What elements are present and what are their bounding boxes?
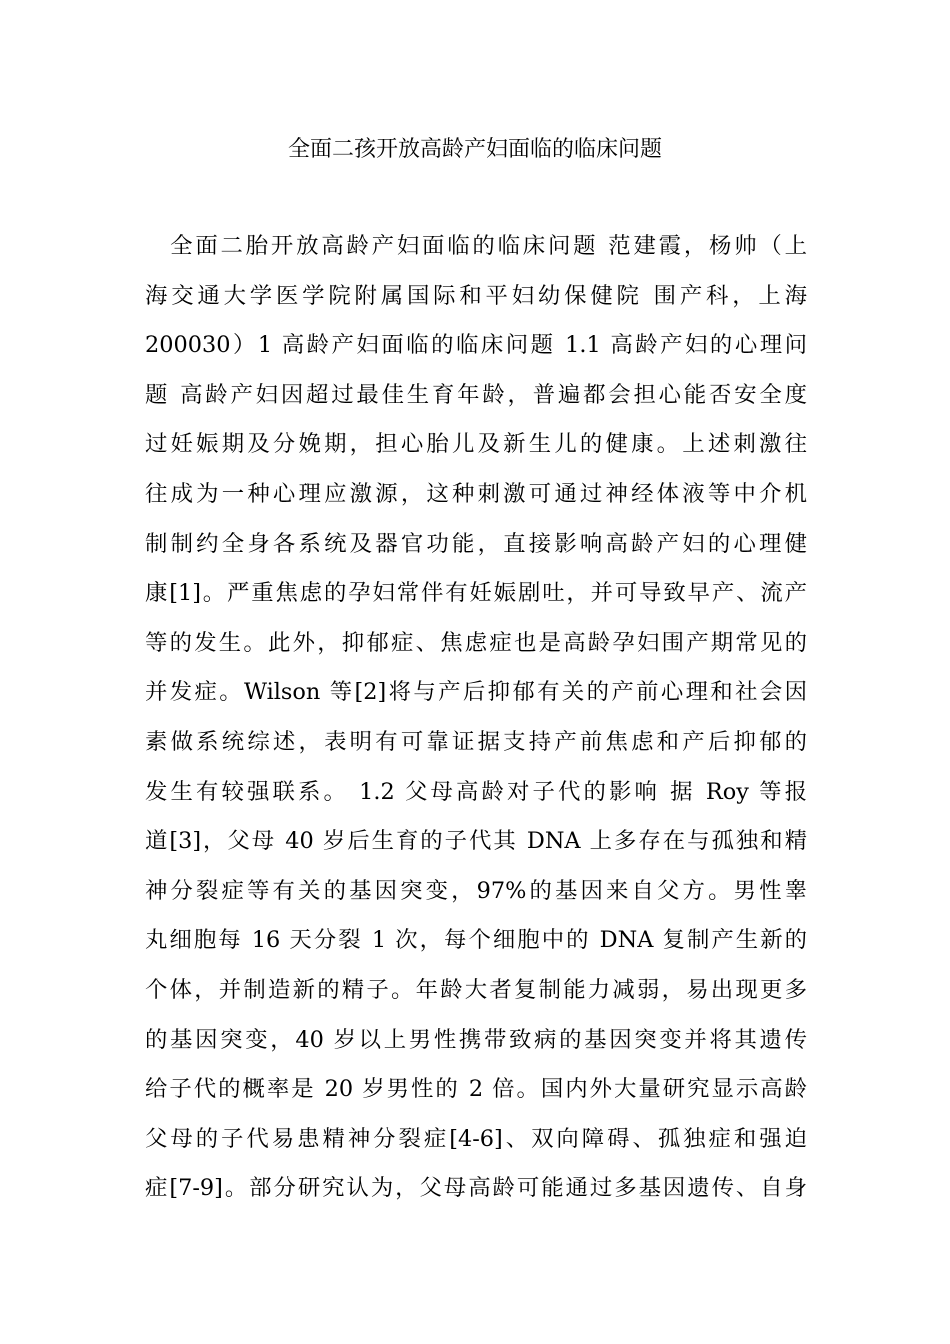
body-line: 并发症。Wilson 等[2]将与产后抑郁有关的产前心理和社会因 — [145, 679, 807, 706]
body-line: 的基因突变，40 岁以上男性携带致病的基因突变并将其遗传 — [145, 1026, 807, 1053]
body-line: 题 高龄产妇因超过最佳生育年龄，普遍都会担心能否安全度 — [145, 381, 807, 408]
body-line: 丸细胞每 16 天分裂 1 次，每个细胞中的 DNA 复制产生新的 — [145, 927, 807, 954]
body-line: 神分裂症等有关的基因突变，97%的基因来自父方。男性睾 — [145, 877, 807, 904]
document-body — [145, 222, 807, 1214]
body-line: 等的发生。此外，抑郁症、焦虑症也是高龄孕妇围产期常见的 — [145, 629, 807, 656]
body-line: 全面二胎开放高龄产妇面临的临床问题 范建霞，杨帅（上 — [145, 233, 807, 259]
body-line: 素做系统综述，表明有可靠证据支持产前焦虑和产后抑郁的 — [145, 728, 807, 755]
body-line: 症[7-9]。部分研究认为，父母高龄可能通过多基因遗传、自身 — [145, 1175, 807, 1202]
body-line: 发生有较强联系。 1.2 父母高龄对子代的影响 据 Roy 等报 — [145, 778, 807, 805]
body-line: 制制约全身各系统及器官功能，直接影响高龄产妇的心理健 — [145, 530, 807, 557]
body-line: 200030）1 高龄产妇面临的临床问题 1.1 高龄产妇的心理问 — [145, 332, 807, 359]
body-line: 个体，并制造新的精子。年龄大者复制能力减弱，易出现更多 — [145, 976, 807, 1003]
body-line: 过妊娠期及分娩期，担心胎儿及新生儿的健康。上述刺激往 — [145, 431, 807, 458]
body-line: 父母的子代易患精神分裂症[4-6]、双向障碍、孤独症和强迫 — [145, 1125, 807, 1152]
body-line: 康[1]。严重焦虑的孕妇常伴有妊娠剧吐，并可导致早产、流产 — [145, 580, 807, 607]
body-line: 道[3]，父母 40 岁后生育的子代其 DNA 上多存在与孤独和精 — [145, 828, 807, 855]
document-title: 全面二孩开放高龄产妇面临的临床问题 — [287, 137, 662, 162]
body-line: 海交通大学医学院附属国际和平妇幼保健院 围产科，上海 — [145, 282, 807, 309]
body-line: 给子代的概率是 20 岁男性的 2 倍。国内外大量研究显示高龄 — [145, 1076, 807, 1103]
body-line: 往成为一种心理应激源，这种刺激可通过神经体液等中介机 — [145, 480, 807, 507]
